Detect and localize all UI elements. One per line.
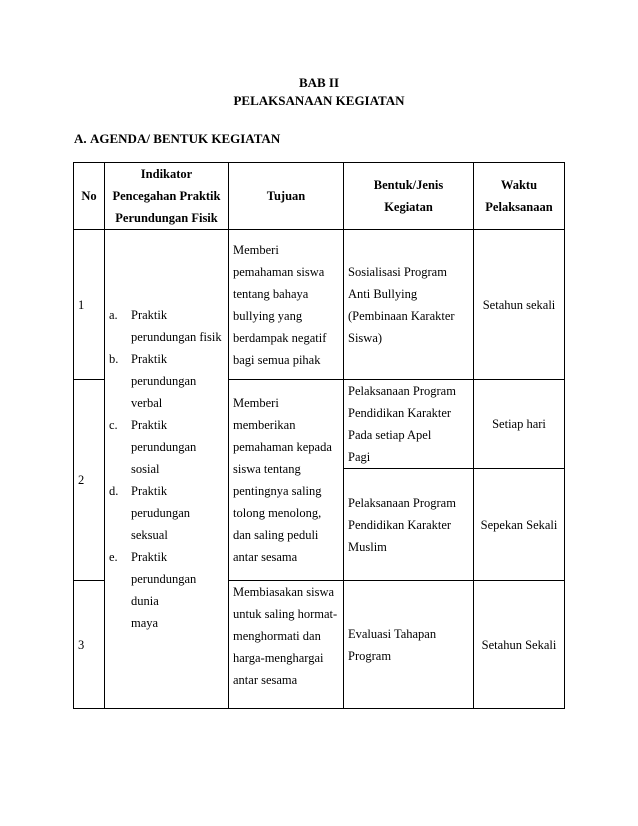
table-header-row bbox=[74, 163, 565, 230]
waktu-cell: Setahun Sekali bbox=[474, 581, 565, 709]
agenda-table bbox=[73, 162, 565, 709]
indikator-list bbox=[109, 304, 224, 634]
section-letter: A. bbox=[74, 131, 87, 146]
row-number: 2 bbox=[74, 380, 105, 581]
waktu-cell: Setiap hari bbox=[474, 380, 565, 469]
tujuan-cell: Memberi memberikan pemahaman kepada siswa tentang pentingnya saling tolong menolong, dan saling peduli antar sesama bbox=[229, 380, 344, 581]
kegiatan-cell: Pelaksanaan Program Pendidikan Karakter Muslim bbox=[344, 469, 474, 581]
list-item: e. Praktik perundungan dunia maya bbox=[109, 550, 197, 630]
tujuan-cell: Membiasakan siswa untuk saling hormat- menghormati dan harga-menghargai antar sesama bbox=[229, 581, 344, 709]
list-item: a. Praktik perundungan fisik bbox=[109, 308, 222, 344]
row-number: 3 bbox=[74, 581, 105, 709]
list-item: b. Praktik perundungan verbal bbox=[109, 352, 197, 410]
chapter-title: BAB II bbox=[298, 75, 340, 90]
header-tujuan: Tujuan bbox=[229, 163, 344, 230]
waktu-cell: Setahun sekali bbox=[474, 230, 565, 380]
waktu-cell: Sepekan Sekali bbox=[474, 469, 565, 581]
section-heading bbox=[74, 130, 280, 148]
list-item: c. Praktik perundungan sosial bbox=[109, 418, 197, 476]
header-indikator: Indikator Pencegahan Praktik Perundungan Fisik bbox=[105, 163, 229, 230]
tujuan-cell: Memberi pemahaman siswa tentang bahaya bullying yang berdampak negatif bagi semua pihak bbox=[229, 230, 344, 380]
header-kegiatan: Bentuk/Jenis Kegiatan bbox=[344, 163, 474, 230]
chapter-subtitle: PELAKSANAAN KEGIATAN bbox=[233, 93, 405, 108]
kegiatan-cell: Evaluasi Tahapan Program bbox=[344, 581, 474, 709]
row-number: 1 bbox=[74, 230, 105, 380]
header-waktu: Waktu Pelaksanaan bbox=[474, 163, 565, 230]
indikator-cell bbox=[105, 230, 229, 709]
kegiatan-cell: Sosialisasi Program Anti Bullying (Pembinaan Karakter Siswa) bbox=[344, 230, 474, 380]
header-no: No bbox=[74, 163, 105, 230]
section-title: AGENDA/ BENTUK KEGIATAN bbox=[90, 131, 281, 146]
table-row bbox=[74, 230, 565, 380]
list-item: d. Praktik perudungan seksual bbox=[109, 484, 191, 542]
kegiatan-cell: Pelaksanaan Program Pendidikan Karakter Pada setiap Apel Pagi bbox=[344, 380, 474, 469]
